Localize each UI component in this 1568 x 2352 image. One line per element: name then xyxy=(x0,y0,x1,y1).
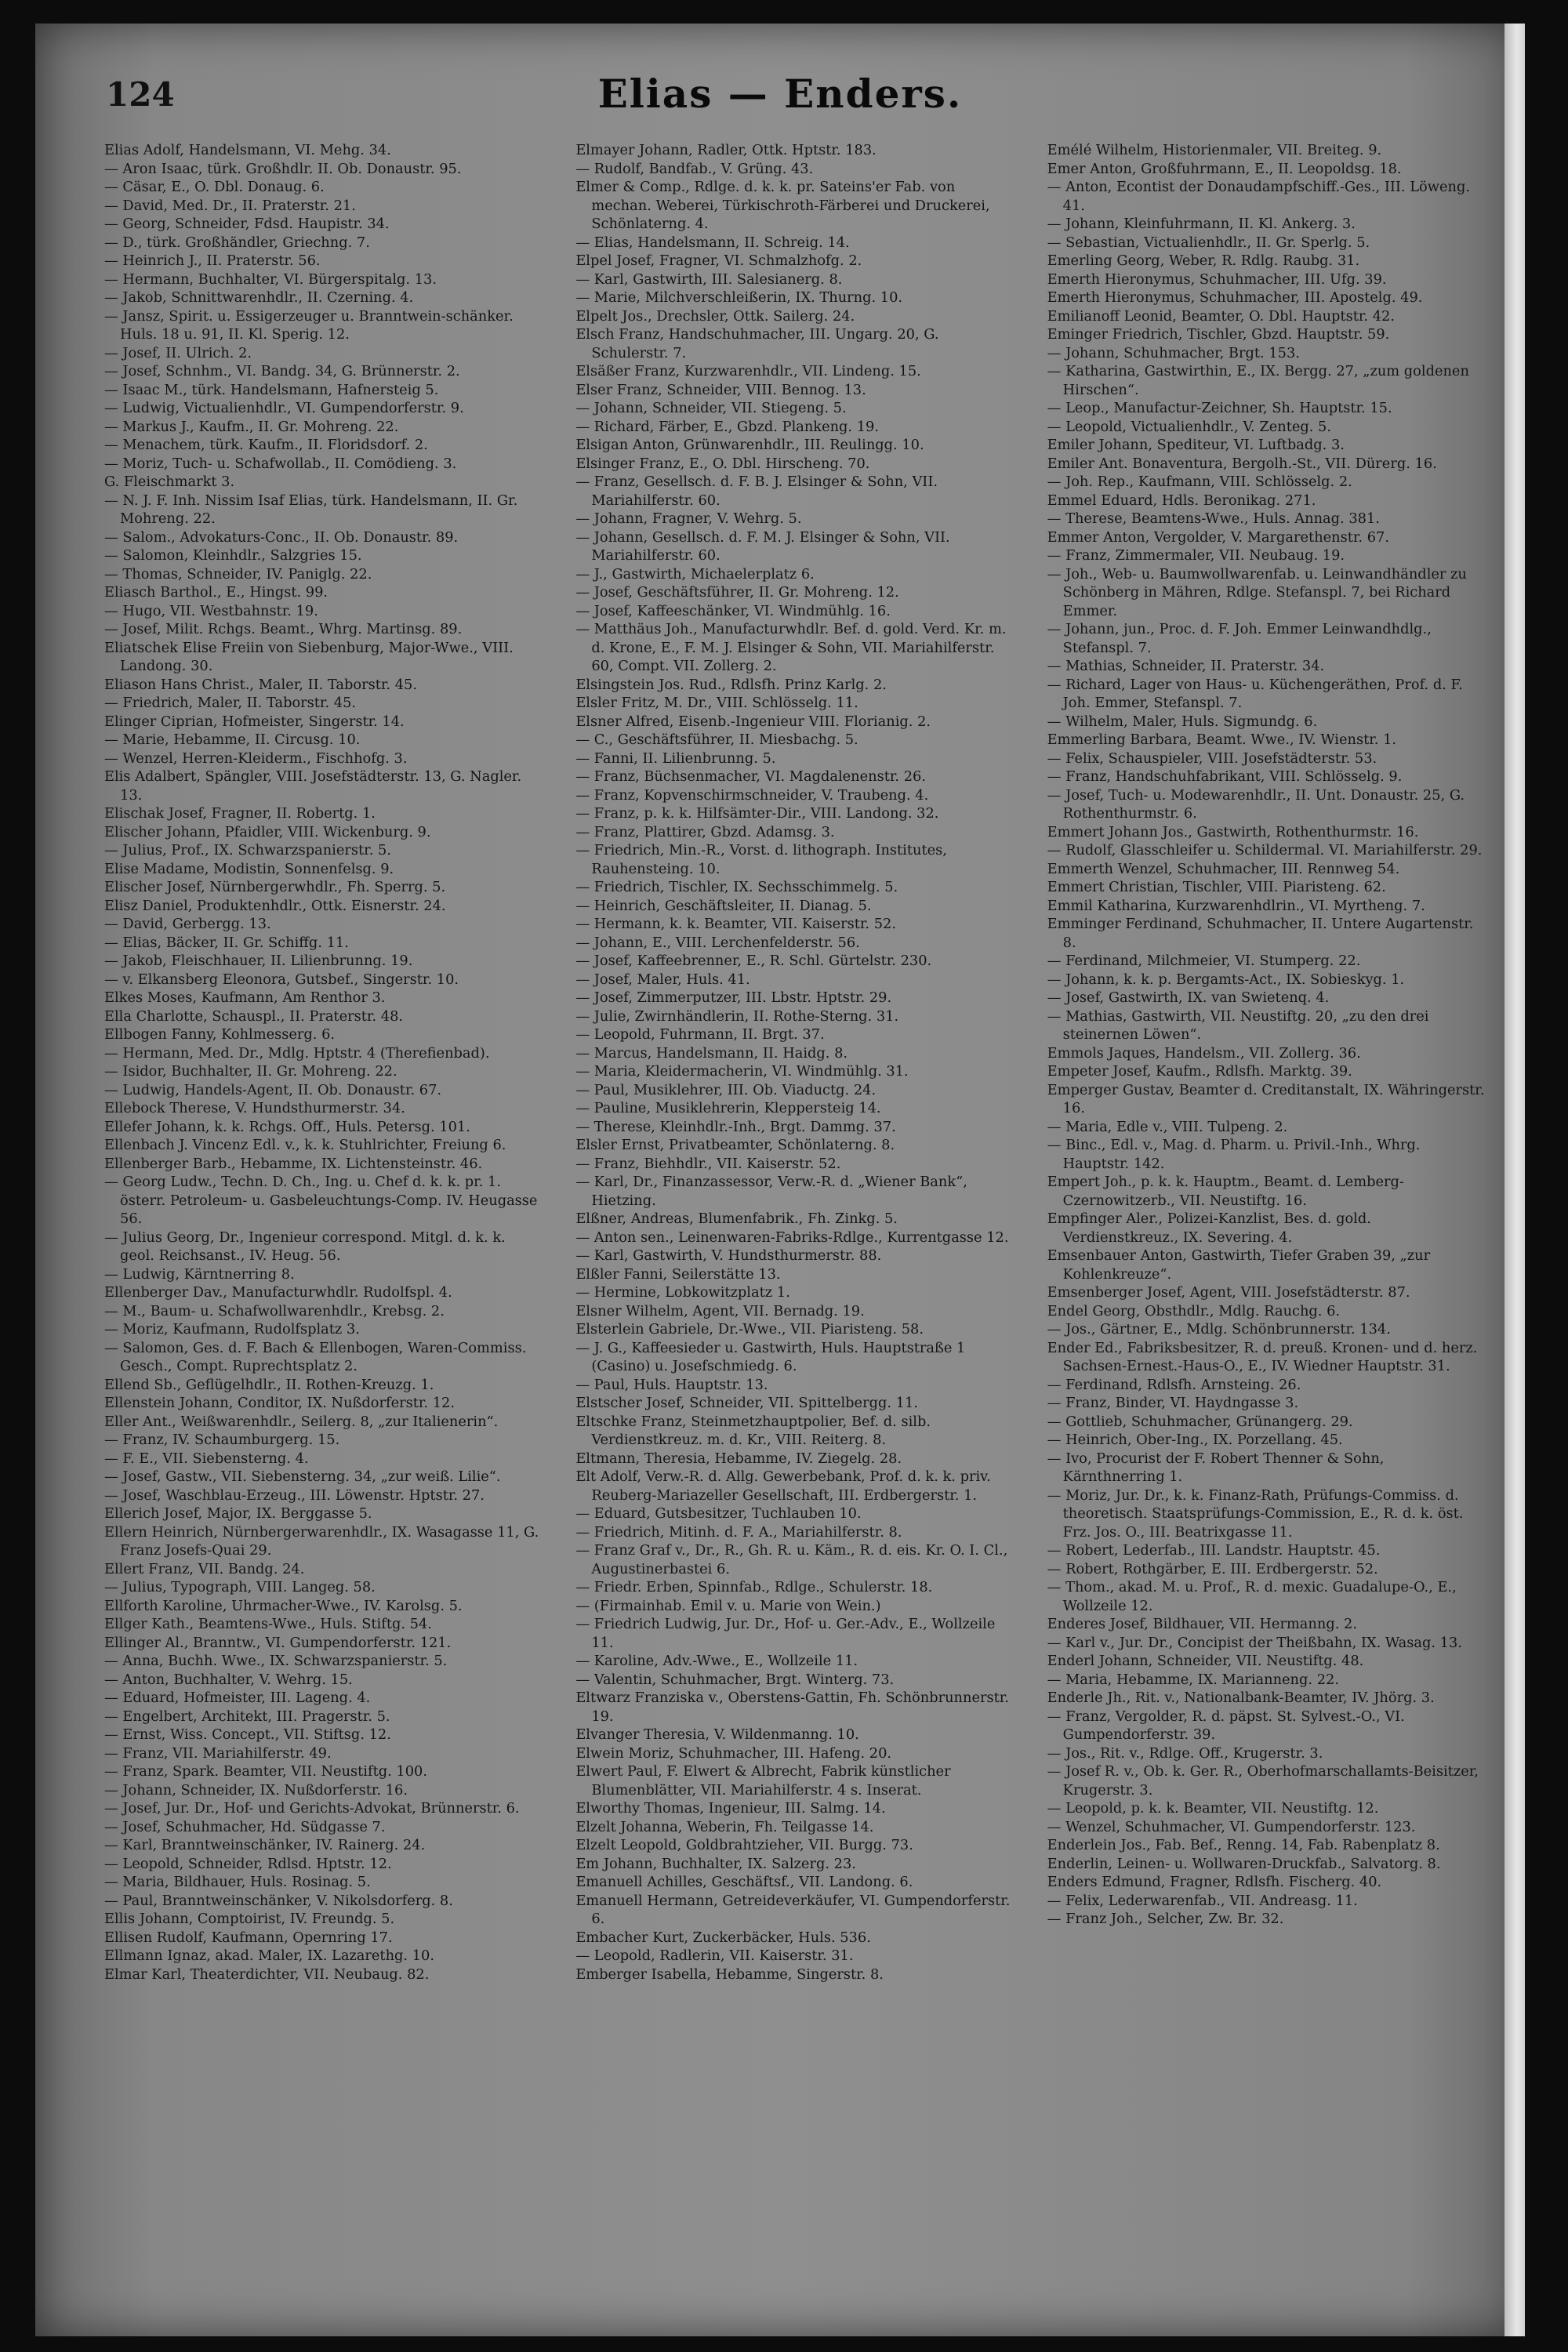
directory-entry: — Hugo, VII. Westbahnstr. 19. xyxy=(104,602,318,619)
directory-entry: — Binc., Edl. v., Mag. d. Pharm. u. Privil.-Inh., Whrg. Hauptstr. 142. xyxy=(1047,1137,1421,1172)
directory-entry: — Julius Georg, Dr., Ingenieur correspond. Mitgl. d. k. k. geol. Reichsanst., IV. Heug. 56. xyxy=(104,1229,506,1264)
directory-entry: Elis Adalbert, Spängler, VIII. Josefstädterstr. 13, G. Nagler. 13. xyxy=(104,768,522,804)
directory-entry: Elpelt Jos., Drechsler, Ottk. Sailerg. 24. xyxy=(575,307,855,325)
directory-entry: Em Johann, Buchhalter, IX. Salzerg. 23. xyxy=(575,1855,856,1872)
directory-entry: Ella Charlotte, Schauspl., II. Praterstr. 48. xyxy=(104,1007,404,1025)
directory-entry: — Franz, Kopvenschirmschneider, V. Traubeng. 4. xyxy=(575,786,929,804)
directory-entry: — Georg Ludw., Techn. D. Ch., Ing. u. Chef d. k. k. pr. 1. österr. Petroleum- u. Gasbeleuchtungs-Comp. IV. Heugasse 56. xyxy=(104,1174,538,1227)
directory-entry: — D., türk. Großhändler, Griechng. 7. xyxy=(104,234,370,251)
directory-entry: — Maria, Bildhauer, Huls. Rosinag. 5. xyxy=(104,1874,371,1890)
directory-entry: Elsterlein Gabriele, Dr.-Wwe., VII. Piaristeng. 58. xyxy=(575,1321,924,1338)
directory-entry: Emmert Johann Jos., Gastwirth, Rothenthurmstr. 16. xyxy=(1047,823,1419,840)
directory-entry: Emperger Gustav, Beamter d. Creditanstalt, IX. Währingerstr. 16. xyxy=(1047,1081,1485,1116)
directory-entry: — Eduard, Hofmeister, III. Lageng. 4. xyxy=(104,1690,371,1706)
directory-entry: — Josef, Gastw., VII. Siebensterng. 34, „zur weiß. Lilie“. xyxy=(104,1468,501,1485)
directory-entry: — Karl, Gastwirth, III. Salesianerg. 8. xyxy=(575,270,843,288)
directory-entry: Enderl Johann, Schneider, VII. Neustiftg. 48. xyxy=(1047,1653,1364,1669)
directory-entry: — J., Gastwirth, Michaelerplatz 6. xyxy=(575,565,815,583)
directory-entry: Eltschke Franz, Steinmetzhauptpolier, Bef. d. silb. Verdienstkreuz. m. d. Kr., VIII. Reiterg. 8. xyxy=(575,1413,931,1448)
column-1 xyxy=(98,141,550,2305)
directory-entry: — Franz, Büchsenmacher, VI. Magdalenenstr. 26. xyxy=(575,768,926,785)
directory-entry: — Hermine, Lobkowitzplatz 1. xyxy=(575,1284,790,1301)
directory-entry: — Julius, Typograph, VIII. Langeg. 58. xyxy=(104,1579,376,1595)
directory-entry: — Felix, Schauspieler, VIII. Josefstädterstr. 53. xyxy=(1047,750,1377,767)
directory-columns xyxy=(98,141,1494,2305)
directory-entry: Emanuell Hermann, Getreideverkäufer, VI. Gumpendorferstr. 6. xyxy=(575,1892,1011,1927)
directory-entry: Ellend Sb., Geflügelhdlr., II. Rothen-Kreuzg. 1. xyxy=(104,1376,434,1393)
directory-entry: Elsler Fritz, M. Dr., VIII. Schlösselg. 11. xyxy=(575,695,858,711)
directory-entry: — Franz, Gesellsch. d. F. B. J. Elsinger & Sohn, VII. Mariahilferstr. 60. xyxy=(575,474,938,509)
directory-entry: — Heinrich J., II. Praterstr. 56. xyxy=(104,252,321,269)
directory-entry: — Mathias, Schneider, II. Praterstr. 34. xyxy=(1047,658,1325,674)
directory-entry: — Cäsar, E., O. Dbl. Donaug. 6. xyxy=(104,179,325,195)
directory-entry: — Johann, Schuhmacher, Brgt. 153. xyxy=(1047,344,1300,361)
directory-entry: — Julius, Prof., IX. Schwarzspanierstr. 5. xyxy=(104,842,391,858)
directory-entry: — Jakob, Schnittwarenhdlr., II. Czerning. 4. xyxy=(104,289,414,306)
directory-entry: Endel Georg, Obsthdlr., Mdlg. Rauchg. 6. xyxy=(1047,1302,1341,1319)
directory-entry: — Josef, Schuhmacher, Hd. Südgasse 7. xyxy=(104,1818,386,1835)
directory-entry: — Ferdinand, Milchmeier, VI. Stumperg. 22. xyxy=(1047,953,1361,969)
directory-entry: Elmar Karl, Theaterdichter, VII. Neubaug. 82. xyxy=(104,1965,430,1983)
directory-entry: — Johann, Kleinfuhrmann, II. Kl. Ankerg. 3. xyxy=(1047,216,1356,232)
directory-entry: Emerth Hieronymus, Schuhmacher, III. Apostelg. 49. xyxy=(1047,289,1423,306)
directory-entry: — Johann, Schneider, IX. Nußdorferstr. 16. xyxy=(104,1781,408,1798)
directory-entry: Ellert Franz, VII. Bandg. 24. xyxy=(104,1560,305,1577)
directory-entry: Elkes Moses, Kaufmann, Am Renthor 3. xyxy=(104,989,386,1006)
directory-entry: Emmert Christian, Tischler, VIII. Piaristeng. 62. xyxy=(1047,879,1386,895)
directory-entry: — Friedrich, Mitinh. d. F. A., Mariahilferstr. 8. xyxy=(575,1523,902,1541)
directory-entry: — Georg, Schneider, Fdsd. Haupistr. 34. xyxy=(104,216,390,232)
directory-entry: — Salom., Advokaturs-Conc., II. Ob. Donaustr. 89. xyxy=(104,528,459,546)
directory-entry: — Josef, Geschäftsführer, II. Gr. Mohreng. 12. xyxy=(575,584,899,601)
directory-entry: — Anna, Buchh. Wwe., IX. Schwarzspanierstr. 5. xyxy=(104,1653,448,1669)
directory-entry: — Josef, II. Ulrich. 2. xyxy=(104,344,252,361)
directory-entry: — Aron Isaac, türk. Großhdlr. II. Ob. Donaustr. 95. xyxy=(104,160,462,177)
directory-entry: — F. E., VII. Siebensterng. 4. xyxy=(104,1450,309,1467)
directory-entry: Emsenbauer Anton, Gastwirth, Tiefer Graben 39, „zur Kohlenkreuze“. xyxy=(1047,1247,1431,1283)
directory-entry: Elwein Moriz, Schuhmacher, III. Hafeng. 20. xyxy=(575,1744,892,1762)
directory-entry: — Heinrich, Ober-Ing., IX. Porzellang. 45. xyxy=(1047,1432,1343,1448)
directory-entry: — Franz, Spark. Beamter, VII. Neustiftg. 100. xyxy=(104,1763,427,1780)
directory-entry: — Franz, Binder, VI. Haydngasse 3. xyxy=(1047,1395,1299,1411)
directory-entry: — Josef, Gastwirth, IX. van Swietenq. 4. xyxy=(1047,989,1330,1006)
directory-entry: — Anton sen., Leinenwaren-Fabriks-Rdlge., Kurrentgasse 12. xyxy=(575,1229,1009,1246)
directory-entry: — Franz Joh., Selcher, Zw. Br. 32. xyxy=(1047,1911,1284,1927)
directory-entry: Emanuell Achilles, Geschäftsf., VII. Landong. 6. xyxy=(575,1874,913,1890)
page-number: 124 xyxy=(106,75,175,114)
directory-entry: Ellbogen Fanny, Kohlmesserg. 6. xyxy=(104,1026,336,1043)
column-3 xyxy=(1041,141,1494,2305)
directory-entry: — N. J. F. Inh. Nissim Isaf Elias, türk. Handelsmann, II. Gr. Mohreng. 22. xyxy=(104,492,518,527)
directory-entry: Emiler Ant. Bonaventura, Bergolh.-St., VII. Dürerg. 16. xyxy=(1047,455,1437,472)
directory-entry: Emélé Wilhelm, Historienmaler, VII. Breiteg. 9. xyxy=(1047,142,1382,158)
directory-entry: — Engelbert, Architekt, III. Pragerstr. 5. xyxy=(104,1708,390,1725)
directory-entry: — Leopold, Fuhrmann, II. Brgt. 37. xyxy=(575,1026,825,1043)
directory-entry: Embacher Kurt, Zuckerbäcker, Huls. 536. xyxy=(575,1929,871,1946)
directory-entry: Ellforth Karoline, Uhrmacher-Wwe., IV. Karolsg. 5. xyxy=(104,1597,463,1614)
directory-entry: — Karl, Gastwirth, V. Hundsthurmerstr. 88. xyxy=(575,1247,882,1264)
directory-entry: — Ludwig, Victualienhdlr., VI. Gumpendorferstr. 9. xyxy=(104,400,464,416)
directory-entry: — (Firmainhab. Emil v. u. Marie von Wein.) xyxy=(575,1597,881,1614)
directory-entry: Elischer Josef, Nürnbergerwhdlr., Fh. Sperrg. 5. xyxy=(104,879,446,895)
directory-entry: — Hermann, Buchhalter, VI. Bürgerspitalg. 13. xyxy=(104,270,437,288)
directory-entry: — Leopold, p. k. k. Beamter, VII. Neustiftg. 12. xyxy=(1047,1800,1379,1817)
directory-entry: — Maria, Hebamme, IX. Marianneng. 22. xyxy=(1047,1671,1339,1688)
directory-entry: — Josef, Waschblau-Erzeug., III. Löwenstr. Hptstr. 27. xyxy=(104,1486,485,1504)
directory-entry: Eliason Hans Christ., Maler, II. Taborstr. 45. xyxy=(104,676,417,693)
directory-entry: — Friedrich, Tischler, IX. Sechsschimmelg. 5. xyxy=(575,879,898,895)
directory-entry: — Friedrich, Min.-R., Vorst. d. lithograph. Institutes, Rauhensteing. 10. xyxy=(575,842,947,877)
directory-entry: Ellefer Johann, k. k. Rchgs. Off., Huls. Petersg. 101. xyxy=(104,1118,470,1135)
directory-entry: Emmerth Wenzel, Schuhmacher, III. Rennweg 54. xyxy=(1047,860,1400,877)
directory-entry: Enders Edmund, Fragner, Rdlsfh. Fischerg. 40. xyxy=(1047,1874,1382,1890)
directory-entry: Eltmann, Theresia, Hebamme, IV. Ziegelg. 28. xyxy=(575,1450,902,1467)
directory-entry: — Franz, Zimmermaler, VII. Neubaug. 19. xyxy=(1047,547,1345,564)
directory-entry: Emmil Katharina, Kurzwarenhdlrin., VI. Myrtheng. 7. xyxy=(1047,897,1425,914)
directory-entry: Elsner Wilhelm, Agent, VII. Bernadg. 19. xyxy=(575,1302,865,1319)
directory-entry: — Ludwig, Kärntnerring 8. xyxy=(104,1265,295,1283)
directory-entry: Elsler Ernst, Privatbeamter, Schönlaterng. 8. xyxy=(575,1137,895,1153)
directory-entry: — Sebastian, Victualienhdlr., II. Gr. Sperlg. 5. xyxy=(1047,234,1370,251)
directory-entry: Elisz Daniel, Produktenhdlr., Ottk. Eisnerstr. 24. xyxy=(104,897,446,914)
directory-entry: Emerling Georg, Weber, R. Rdlg. Raubg. 31. xyxy=(1047,252,1360,269)
directory-entry: G. Fleischmarkt 3. xyxy=(104,474,235,490)
directory-entry: Eller Ant., Weißwarenhdlr., Seilerg. 8, „zur Italienerin“. xyxy=(104,1413,499,1430)
directory-entry: Ellenbach J. Vincenz Edl. v., k. k. Stuhlrichter, Freiung 6. xyxy=(104,1137,506,1153)
directory-entry: Elsch Franz, Handschuhmacher, III. Ungarg. 20, G. Schulerstr. 7. xyxy=(575,326,939,361)
directory-entry: Ellinger Al., Branntw., VI. Gumpendorferstr. 121. xyxy=(104,1634,452,1651)
directory-entry: — Franz, Handschuhfabrikant, VIII. Schlösselg. 9. xyxy=(1047,768,1403,785)
directory-entry: Elvanger Theresia, V. Wildenmanng. 10. xyxy=(575,1726,859,1743)
directory-entry: Emmel Eduard, Hdls. Beronikag. 271. xyxy=(1047,492,1316,509)
directory-entry: — Therese, Beamtens-Wwe., Huls. Annag. 381. xyxy=(1047,510,1380,527)
directory-entry: — Elias, Handelsmann, II. Schreig. 14. xyxy=(575,234,850,251)
directory-entry: — Anton, Econtist der Donaudampfschiff.-Ges., III. Löweng. 41. xyxy=(1047,179,1470,214)
directory-entry: Elpel Josef, Fragner, VI. Schmalzhofg. 2. xyxy=(575,252,862,269)
directory-entry: — Wilhelm, Maler, Huls. Sigmundg. 6. xyxy=(1047,713,1318,730)
directory-page xyxy=(35,24,1525,2336)
directory-entry: — Johann, k. k. p. Bergamts-Act., IX. Sobieskyg. 1. xyxy=(1047,971,1405,988)
directory-entry: — Johann, Gesellsch. d. F. M. J. Elsinger & Sohn, VII. Mariahilferstr. 60. xyxy=(575,528,950,564)
directory-entry: Elsigan Anton, Grünwarenhdlr., III. Reulingg. 10. xyxy=(575,437,924,453)
directory-entry: — Fanni, II. Lilienbrunng. 5. xyxy=(575,750,776,767)
directory-entry: Emerth Hieronymus, Schuhmacher, III. Ufg. 39. xyxy=(1047,270,1387,288)
directory-entry: — Josef, Kaffeeschänker, VI. Windmühlg. 16. xyxy=(575,602,891,619)
directory-entry: — Ludwig, Handels-Agent, II. Ob. Donaustr. 67. xyxy=(104,1081,442,1098)
directory-entry: — Josef R. v., Ob. k. Ger. R., Oberhofmarschallamts-Beisitzer, Krugerstr. 3. xyxy=(1047,1763,1479,1798)
directory-entry: — Richard, Färber, E., Gbzd. Plankeng. 19. xyxy=(575,418,880,435)
directory-entry: Elsner Alfred, Eisenb.-Ingenieur VIII. Florianig. 2. xyxy=(575,713,931,730)
directory-entry: — Therese, Kleinhdlr.-Inh., Brgt. Dammg. 37. xyxy=(575,1118,896,1135)
directory-entry: — Josef, Kaffeebrenner, E., R. Schl. Gürtelstr. 230. xyxy=(575,953,932,969)
directory-entry: — Franz, Plattirer, Gbzd. Adamsg. 3. xyxy=(575,823,835,840)
directory-entry: Emilianoff Leonid, Beamter, O. Dbl. Hauptstr. 42. xyxy=(1047,307,1395,325)
directory-entry: — C., Geschäftsführer, II. Miesbachg. 5. xyxy=(575,731,858,748)
directory-entry: Elmer & Comp., Rdlge. d. k. k. pr. Sateins'er Fab. von mechan. Weberei, Türkischroth-Färberei und Druckerei, Schönlaterng. 4. xyxy=(575,179,990,232)
directory-entry: — Franz, Biehhdlr., VII. Kaiserstr. 52. xyxy=(575,1155,841,1172)
directory-entry: — Wenzel, Schuhmacher, VI. Gumpendorferstr. 123. xyxy=(1047,1818,1416,1835)
directory-entry: — Hermann, Med. Dr., Mdlg. Hptstr. 4 (Therefienbad). xyxy=(104,1044,490,1062)
directory-entry: — Ferdinand, Rdlsfh. Arnsteing. 26. xyxy=(1047,1376,1301,1393)
directory-entry: — Eduard, Gutsbesitzer, Tuchlauben 10. xyxy=(575,1505,862,1522)
directory-entry: Eminger Friedrich, Tischler, Gbzd. Hauptstr. 59. xyxy=(1047,326,1390,343)
directory-entry: — Markus J., Kaufm., II. Gr. Mohreng. 22. xyxy=(104,418,399,435)
directory-entry: — Leopold, Radlerin, VII. Kaiserstr. 31. xyxy=(575,1947,854,1964)
directory-entry: — v. Elkansberg Eleonora, Gutsbef., Singerstr. 10. xyxy=(104,971,459,988)
directory-entry: — Karoline, Adv.-Wwe., E., Wollzeile 11. xyxy=(575,1653,858,1669)
directory-entry: — Josef, Maler, Huls. 41. xyxy=(575,971,750,988)
directory-entry: — Heinrich, Geschäftsleiter, II. Dianag. 5. xyxy=(575,897,872,914)
directory-entry: — Valentin, Schuhmacher, Brgt. Winterg. 73. xyxy=(575,1671,895,1688)
page-edge xyxy=(1504,24,1525,2336)
directory-entry: — Richard, Lager von Haus- u. Küchengeräthen, Prof. d. F. Joh. Emmer, Stefanspl. 7. xyxy=(1047,676,1463,711)
directory-entry: Emberger Isabella, Hebamme, Singerstr. 8. xyxy=(575,1965,884,1983)
directory-entry: — Isidor, Buchhalter, II. Gr. Mohreng. 22. xyxy=(104,1063,397,1080)
directory-entry: — Ivo, Procurist der F. Robert Thenner & Sohn, Kärnthnerring 1. xyxy=(1047,1450,1385,1485)
directory-entry: — Paul, Huls. Hauptstr. 13. xyxy=(575,1376,768,1393)
directory-entry: — Leopold, Schneider, Rdlsd. Hptstr. 12. xyxy=(104,1855,392,1872)
directory-entry: Emmer Anton, Vergolder, V. Margarethenstr. 67. xyxy=(1047,528,1390,546)
page-header xyxy=(82,71,1478,125)
directory-entry: — Friedrich, Maler, II. Taborstr. 45. xyxy=(104,695,357,711)
directory-entry: — Moriz, Tuch- u. Schafwollab., II. Comödieng. 3. xyxy=(104,455,457,472)
directory-entry: — Salomon, Ges. d. F. Bach & Ellenbogen, Waren-Commiss. Gesch., Compt. Ruprechtsplatz 2. xyxy=(104,1339,527,1374)
directory-entry: Eliatschek Elise Freiin von Siebenburg, Major-Wwe., VIII. Landong. 30. xyxy=(104,639,514,674)
directory-entry: Elischer Johann, Pfaidler, VIII. Wickenburg. 9. xyxy=(104,823,431,840)
directory-entry: — Isaac M., türk. Handelsmann, Hafnersteig 5. xyxy=(104,381,439,398)
directory-entry: Emiler Johann, Spediteur, VI. Luftbadg. 3. xyxy=(1047,437,1345,453)
directory-entry: — Anton, Buchhalter, V. Wehrg. 15. xyxy=(104,1671,353,1688)
directory-entry: Ellmann Ignaz, akad. Maler, IX. Lazarethg. 10. xyxy=(104,1947,434,1964)
directory-entry: — Rudolf, Glasschleifer u. Schildermal. VI. Mariahilferstr. 29. xyxy=(1047,842,1483,858)
directory-entry: — Gottlieb, Schuhmacher, Grünangerg. 29. xyxy=(1047,1413,1353,1430)
directory-entry: Enderlein Jos., Fab. Bef., Renng. 14, Fab. Rabenplatz 8. xyxy=(1047,1837,1440,1853)
directory-entry: Empeter Josef, Kaufm., Rdlsfh. Marktg. 39. xyxy=(1047,1063,1352,1080)
directory-entry: — Robert, Lederfab., III. Landstr. Hauptstr. 45. xyxy=(1047,1542,1381,1559)
directory-entry: Elsingstein Jos. Rud., Rdlsfh. Prinz Karlg. 2. xyxy=(575,676,887,693)
directory-entry: Ellenberger Dav., Manufacturwhdlr. Rudolfspl. 4. xyxy=(104,1284,452,1301)
directory-entry: Emmerling Barbara, Beamt. Wwe., IV. Wienstr. 1. xyxy=(1047,731,1397,748)
directory-entry: — Josef, Schnhm., VI. Bandg. 34, G. Brünnerstr. 2. xyxy=(104,363,460,379)
directory-entry: Elischak Josef, Fragner, II. Robertg. 1. xyxy=(104,805,376,822)
directory-entry: — Johann, jun., Proc. d. F. Joh. Emmer Leinwandhdlg., Stefanspl. 7. xyxy=(1047,621,1432,656)
directory-entry: — Robert, Rothgärber, E. III. Erdbergerstr. 52. xyxy=(1047,1560,1378,1577)
directory-entry: — Franz, Vergolder, R. d. päpst. St. Sylvest.-O., VI. Gumpendorferstr. 39. xyxy=(1047,1708,1405,1743)
directory-entry: — Maria, Edle v., VIII. Tulpeng. 2. xyxy=(1047,1118,1288,1135)
directory-entry: Elsäßer Franz, Kurzwarenhdlr., VII. Lindeng. 15. xyxy=(575,363,921,379)
directory-entry: — Joh., Web- u. Baumwollwarenfab. u. Leinwandhändler zu Schönberg in Mähren, Rdlge. Stefanspl. 7, bei Richard Emmer. xyxy=(1047,565,1467,619)
directory-entry: — Pauline, Musiklehrerin, Kleppersteig 14. xyxy=(575,1100,881,1116)
directory-entry: — Karl, Branntweinschänker, IV. Rainerg. 24. xyxy=(104,1837,426,1853)
directory-entry: Elise Madame, Modistin, Sonnenfelsg. 9. xyxy=(104,860,394,877)
directory-entry: — Josef, Zimmerputzer, III. Lbstr. Hptstr. 29. xyxy=(575,989,892,1006)
directory-entry: Elser Franz, Schneider, VIII. Bennog. 13. xyxy=(575,381,866,398)
directory-entry: Ellenstein Johann, Conditor, IX. Nußdorferstr. 12. xyxy=(104,1395,456,1411)
directory-entry: — J. G., Kaffeesieder u. Gastwirth, Huls. Hauptstraße 1 (Casino) u. Josefschmiedg. 6. xyxy=(575,1339,966,1374)
directory-entry: Empfinger Aler., Polizei-Kanzlist, Bes. d. gold. Verdienstkreuz., IX. Severing. 4. xyxy=(1047,1210,1371,1246)
directory-entry: — Friedr. Erben, Spinnfab., Rdlge., Schulerstr. 18. xyxy=(575,1579,933,1595)
directory-entry: — Josef, Tuch- u. Modewarenhdlr., II. Unt. Donaustr. 25, G. Rothenthurmstr. 6. xyxy=(1047,786,1465,822)
directory-entry: — Jakob, Fleischhauer, II. Lilienbrunng. 19. xyxy=(104,953,413,969)
directory-entry: — Moriz, Kaufmann, Rudolfsplatz 3. xyxy=(104,1321,360,1338)
directory-entry: Emer Anton, Großfuhrmann, E., II. Leopoldsg. 18. xyxy=(1047,160,1402,177)
directory-entry: Ellis Johann, Comptoirist, IV. Freundg. 5. xyxy=(104,1911,395,1927)
directory-entry: — Katharina, Gastwirthin, E., IX. Bergg. 27, „zum goldenen Hirschen“. xyxy=(1047,363,1469,398)
directory-entry: — Karl v., Jur. Dr., Concipist der Theißbahn, IX. Wasag. 13. xyxy=(1047,1634,1462,1651)
directory-entry: Ellerich Josef, Major, IX. Berggasse 5. xyxy=(104,1505,372,1522)
column-2 xyxy=(569,141,1022,2305)
directory-entry: Elßler Fanni, Seilerstätte 13. xyxy=(575,1265,781,1283)
directory-entry: Emsenberger Josef, Agent, VIII. Josefstädterstr. 87. xyxy=(1047,1284,1410,1301)
directory-entry: — Felix, Lederwarenfab., VII. Andreasg. 11. xyxy=(1047,1892,1358,1909)
directory-entry: — Franz, VII. Mariahilferstr. 49. xyxy=(104,1744,332,1762)
directory-entry: Enderlin, Leinen- u. Wollwaren-Druckfab., Salvatorg. 8. xyxy=(1047,1855,1441,1872)
directory-entry: Ellern Heinrich, Nürnbergerwarenhdlr., IX. Wasagasse 11, G. Franz Josefs-Quai 29. xyxy=(104,1523,539,1559)
directory-entry: Enderle Jh., Rit. v., Nationalbank-Beamter, IV. Jhörg. 3. xyxy=(1047,1690,1435,1706)
directory-entry: — Franz, IV. Schaumburgerg. 15. xyxy=(104,1432,340,1448)
directory-entry: — Matthäus Joh., Manufacturwhdlr. Bef. d. gold. Verd. Kr. m. d. Krone, E., F. M. J. Elsinger & Sohn, VII. Mariahilferstr. 60, Compt. VII. Zollerg. 2. xyxy=(575,621,1007,674)
directory-entry: Ellenberger Barb., Hebamme, IX. Lichtensteinstr. 46. xyxy=(104,1155,483,1172)
directory-entry: — Maria, Kleidermacherin, VI. Windmühlg. 31. xyxy=(575,1063,909,1080)
directory-entry: — Leop., Manufactur-Zeichner, Sh. Hauptstr. 15. xyxy=(1047,400,1392,416)
directory-entry: Elmayer Johann, Radler, Ottk. Hptstr. 183. xyxy=(575,142,877,158)
directory-entry: — Elias, Bäcker, II. Gr. Schiffg. 11. xyxy=(104,934,349,951)
directory-entry: Ender Ed., Fabriksbesitzer, R. d. preuß. Kronen- und d. herz. Sachsen-Ernest.-Haus-O., E., IV. Wiedner Hauptstr. 31. xyxy=(1047,1339,1478,1374)
directory-entry: — Marie, Hebamme, II. Circusg. 10. xyxy=(104,731,361,748)
directory-entry: — David, Gerbergg. 13. xyxy=(104,916,271,932)
directory-entry: — David, Med. Dr., II. Praterstr. 21. xyxy=(104,197,356,214)
directory-entry: — Thomas, Schneider, IV. Paniglg. 22. xyxy=(104,565,372,583)
directory-entry: Elstscher Josef, Schneider, VII. Spittelbergg. 11. xyxy=(575,1395,918,1411)
directory-entry: Elias Adolf, Handelsmann, VI. Mehg. 34. xyxy=(104,142,391,158)
directory-entry: Empert Joh., p. k. k. Hauptm., Beamt. d. Lemberg-Czernowitzerb., VII. Neustiftg. 16. xyxy=(1047,1174,1404,1209)
directory-entry: Eliasch Barthol., E., Hingst. 99. xyxy=(104,584,328,601)
directory-entry: Enderes Josef, Bildhauer, VII. Hermanng. 2. xyxy=(1047,1616,1357,1632)
directory-entry: — Josef, Jur. Dr., Hof- und Gerichts-Advokat, Brünnerstr. 6. xyxy=(104,1800,520,1817)
directory-entry: — Mathias, Gastwirth, VII. Neustiftg. 20, „zu den drei steinernen Löwen“. xyxy=(1047,1007,1429,1043)
directory-entry: — Joh. Rep., Kaufmann, VIII. Schlösselg. 2. xyxy=(1047,474,1352,490)
directory-entry: — Hermann, k. k. Beamter, VII. Kaiserstr. 52. xyxy=(575,916,896,932)
directory-entry: — Marcus, Handelsmann, II. Haidg. 8. xyxy=(575,1044,848,1062)
directory-entry: — Leopold, Victualienhdlr., V. Zenteg. 5. xyxy=(1047,418,1332,435)
directory-entry: — Jos., Gärtner, E., Mdlg. Schönbrunnerstr. 134. xyxy=(1047,1321,1391,1338)
directory-entry: Ellger Kath., Beamtens-Wwe., Huls. Stiftg. 54. xyxy=(104,1616,432,1632)
directory-entry: — Jansz, Spirit. u. Essigerzeuger u. Branntwein-schänker. Huls. 18 u. 91, II. Kl. Sperig. 12. xyxy=(104,307,514,343)
directory-entry: Elwert Paul, F. Elwert & Albrecht, Fabrik künstlicher Blumenblätter, VII. Mariahilferstr. 4 s. Inserat. xyxy=(575,1763,951,1798)
directory-entry: — Julie, Zwirnhändlerin, II. Rothe-Sterng. 31. xyxy=(575,1007,899,1025)
directory-entry: — M., Baum- u. Schafwollwarenhdlr., Krebsg. 2. xyxy=(104,1302,445,1319)
directory-entry: — Johann, E., VIII. Lerchenfelderstr. 56. xyxy=(575,934,860,951)
directory-entry: Elworthy Thomas, Ingenieur, III. Salmg. 14. xyxy=(575,1800,886,1817)
directory-entry: — Marie, Milchverschleißerin, IX. Thurng. 10. xyxy=(575,289,903,306)
directory-entry: Elzelt Leopold, Goldbrahtzieher, VII. Burgg. 73. xyxy=(575,1837,913,1853)
directory-entry: — Salomon, Kleinhdlr., Salzgries 15. xyxy=(104,547,362,564)
directory-entry: — Thom., akad. M. u. Prof., R. d. mexic. Guadalupe-O., E., Wollzeile 12. xyxy=(1047,1579,1457,1614)
directory-entry: Emminger Ferdinand, Schuhmacher, II. Untere Augartenstr. 8. xyxy=(1047,916,1474,951)
directory-entry: — Paul, Musiklehrer, III. Ob. Viaductg. 24. xyxy=(575,1081,877,1098)
directory-entry: — Johann, Fragner, V. Wehrg. 5. xyxy=(575,510,802,527)
directory-entry: — Ernst, Wiss. Concept., VII. Stiftsg. 12. xyxy=(104,1726,391,1743)
directory-entry: Elzelt Johanna, Weberin, Fh. Teilgasse 14. xyxy=(575,1818,874,1835)
directory-entry: Ellisen Rudolf, Kaufmann, Opernring 17. xyxy=(104,1929,393,1946)
directory-entry: — Franz Graf v., Dr., R., Gh. R. u. Käm., R. d. eis. Kr. O. I. Cl., Augustinerbastei 6. xyxy=(575,1542,1008,1577)
directory-entry: Elßner, Andreas, Blumenfabrik., Fh. Zinkg. 5. xyxy=(575,1210,898,1227)
directory-entry: — Johann, Schneider, VII. Stiegeng. 5. xyxy=(575,400,847,416)
directory-entry: Emmols Jaques, Handelsm., VII. Zollerg. 36. xyxy=(1047,1044,1361,1062)
directory-entry: Eltwarz Franziska v., Oberstens-Gattin, Fh. Schönbrunnerstr. 19. xyxy=(575,1690,1009,1725)
directory-entry: — Paul, Branntweinschänker, V. Nikolsdorferg. 8. xyxy=(104,1892,453,1909)
directory-entry: — Franz, p. k. k. Hilfsämter-Dir., VIII. Landong. 32. xyxy=(575,805,939,822)
directory-entry: — Josef, Milit. Rchgs. Beamt., Whrg. Martinsg. 89. xyxy=(104,621,463,637)
directory-entry: — Wenzel, Herren-Kleiderm., Fischhofg. 3. xyxy=(104,750,408,767)
directory-entry: Elt Adolf, Verw.-R. d. Allg. Gewerbebank, Prof. d. k. k. priv. Reuberg-Mariazeller Gesellschaft, III. Erdbergerstr. 1. xyxy=(575,1468,991,1504)
directory-entry: — Moriz, Jur. Dr., k. k. Finanz-Rath, Prüfungs-Commiss. d. theoretisch. Staatsprüfungs-Commission, E., R. d. k. öst. Frz. Jos. O., III. Beatrixgasse 11. xyxy=(1047,1486,1464,1541)
running-title: Elias — Enders. xyxy=(597,71,963,117)
directory-entry: — Rudolf, Bandfab., V. Grüng. 43. xyxy=(575,160,814,177)
directory-entry: — Friedrich Ludwig, Jur. Dr., Hof- u. Ger.-Adv., E., Wollzeile 11. xyxy=(575,1616,996,1651)
directory-entry: — Jos., Rit. v., Rdlge. Off., Krugerstr. 3. xyxy=(1047,1744,1323,1762)
directory-entry: Ellebock Therese, V. Hundsthurmerstr. 34. xyxy=(104,1100,405,1116)
directory-entry: Elinger Ciprian, Hofmeister, Singerstr. 14. xyxy=(104,713,405,730)
directory-entry: — Menachem, türk. Kaufm., II. Floridsdorf. 2. xyxy=(104,437,428,453)
directory-entry: — Karl, Dr., Finanzassessor, Verw.-R. d. „Wiener Bank“, Hietzing. xyxy=(575,1174,967,1209)
directory-entry: Elsinger Franz, E., O. Dbl. Hirscheng. 70. xyxy=(575,455,870,472)
